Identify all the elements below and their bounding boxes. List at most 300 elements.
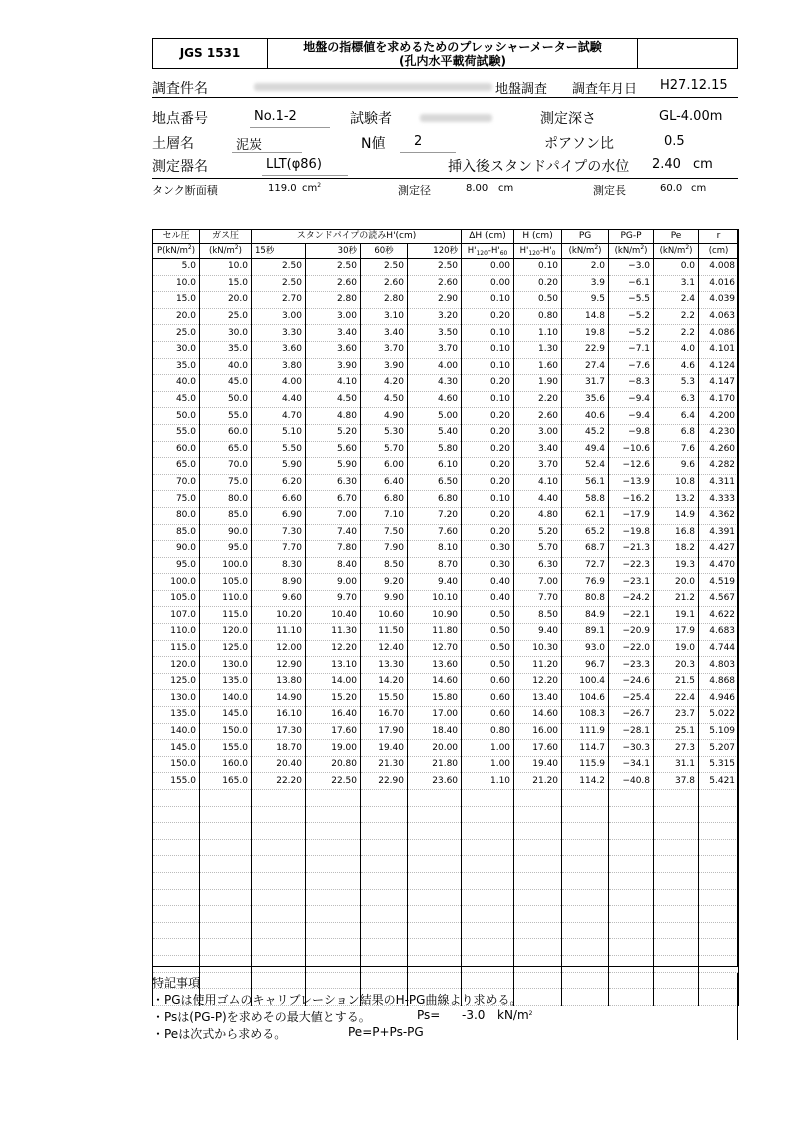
table-cell: −9.4 [609,391,654,408]
table-cell [609,872,654,889]
table-cell: 4.80 [306,408,361,425]
table-cell: 21.30 [361,756,408,773]
table-cell: 4.60 [408,391,462,408]
table-cell [562,955,609,972]
table-row [153,640,739,657]
device-underline [262,175,348,176]
table-cell: 1.30 [514,341,562,358]
tank-area-unit: $cm^2$ [302,182,322,194]
table-cell [654,806,699,823]
table-cell: 5.421 [699,773,739,790]
table-cell: 65.2 [562,524,609,541]
table-cell [654,889,699,906]
table-cell: 17.30 [252,723,306,740]
table-cell: 4.50 [361,391,408,408]
table-cell: 7.70 [514,590,562,607]
table-cell: 2.80 [361,292,408,309]
table-cell: 9.90 [361,590,408,607]
table-cell: 8.50 [514,607,562,624]
table-cell: 12.90 [252,657,306,674]
table-cell: 19.8 [562,325,609,342]
table-cell: 20.3 [654,657,699,674]
table-cell: 80.8 [562,590,609,607]
table-cell: 4.230 [699,424,739,441]
table-cell: 9.70 [306,590,361,607]
table-cell: 2.4 [654,292,699,309]
depth-label: 測定深さ [540,111,596,127]
table-row [153,458,739,475]
table-row [153,259,739,276]
table-cell [153,872,200,889]
table-cell: 55.0 [153,424,200,441]
table-cell [252,806,306,823]
survey-date-value: H27.12.15 [660,78,728,93]
table-cell: 3.30 [252,325,306,342]
table-cell: 5.70 [514,541,562,558]
table-cell: 9.40 [408,574,462,591]
table-cell: 140.0 [200,690,252,707]
table-cell: 0.50 [462,607,514,624]
table-cell: −30.3 [609,740,654,757]
table-cell: 21.2 [654,590,699,607]
table-cell [361,790,408,807]
table-cell [462,906,514,923]
table-cell: 0.20 [462,474,514,491]
table-cell: 19.40 [514,756,562,773]
divider-1 [152,97,738,98]
table-cell: 14.20 [361,673,408,690]
note-line-3: ・Peは次式から求める。 [152,1027,287,1041]
table-cell: 4.20 [361,375,408,392]
diameter-unit: cm [498,183,514,194]
table-cell: 0.80 [462,723,514,740]
table-cell: 4.0 [654,341,699,358]
table-row [153,773,739,790]
table-cell: 49.4 [562,441,609,458]
table-cell [562,872,609,889]
table-cell: 25.0 [153,325,200,342]
table-cell: 107.0 [153,607,200,624]
table-cell: 2.50 [252,275,306,292]
table-cell [306,955,361,972]
table-cell [462,856,514,873]
table-row [153,574,739,591]
table-cell: 0.20 [462,507,514,524]
table-cell: 6.80 [408,491,462,508]
unit-pg: $(kN/m^2)$ [562,244,609,259]
table-cell: 125.0 [200,640,252,657]
table-cell [252,790,306,807]
table-cell: 4.868 [699,673,739,690]
table-cell: 4.311 [699,474,739,491]
table-cell: 15.80 [408,690,462,707]
table-cell: 16.8 [654,524,699,541]
table-cell: 8.50 [361,557,408,574]
table-cell: 5.20 [514,524,562,541]
table-cell: 4.470 [699,557,739,574]
table-cell: 135.0 [153,707,200,724]
table-row-empty [153,922,739,939]
table-cell [462,872,514,889]
table-cell [699,939,739,956]
poisson-value: 0.5 [664,134,685,149]
table-cell: 1.60 [514,358,562,375]
table-cell: 130.0 [153,690,200,707]
ps-unit: $kN/m^2$ [497,1008,533,1022]
table-cell: 20.0 [654,574,699,591]
table-cell: −9.8 [609,424,654,441]
table-cell: 0.50 [514,292,562,309]
table-cell: 16.40 [306,707,361,724]
table-cell: 9.60 [252,590,306,607]
table-row [153,341,739,358]
table-cell [514,922,562,939]
table-cell: 125.0 [153,673,200,690]
title-line-2: (孔内水平載荷試験) [399,54,506,68]
table-cell [306,790,361,807]
table-cell: 7.50 [361,524,408,541]
table-cell: 12.70 [408,640,462,657]
table-cell: 18.40 [408,723,462,740]
table-cell: 111.9 [562,723,609,740]
header-row-2 [153,244,739,259]
table-cell: 120.0 [153,657,200,674]
table-cell [654,872,699,889]
table-cell: 17.90 [361,723,408,740]
table-cell: 0.20 [462,308,514,325]
table-cell: 2.70 [252,292,306,309]
table-cell: 5.20 [306,424,361,441]
table-cell [361,922,408,939]
table-cell: 9.5 [562,292,609,309]
table-cell [514,856,562,873]
col-15s: 15秒 [252,244,306,259]
table-cell: −23.1 [609,574,654,591]
table-row [153,391,739,408]
table-cell: 4.00 [408,358,462,375]
table-row-empty [153,839,739,856]
table-cell: 4.362 [699,507,739,524]
table-cell [462,955,514,972]
table-cell: 35.0 [200,341,252,358]
tank-area-value: 119.0 [268,183,297,194]
table-cell: 4.10 [514,474,562,491]
point-no-label: 地点番号 [152,111,208,127]
unit-pg-p: $(kN/m^2)$ [609,244,654,259]
table-cell: −12.6 [609,458,654,475]
table-cell: 7.70 [252,541,306,558]
table-row [153,524,739,541]
table-cell: 20.40 [252,756,306,773]
table-cell [562,839,609,856]
table-cell [408,906,462,923]
table-cell: 7.30 [252,524,306,541]
table-row [153,557,739,574]
table-cell [654,823,699,840]
table-cell: 56.1 [562,474,609,491]
table-cell [361,872,408,889]
table-cell: 4.333 [699,491,739,508]
col-gas-pressure: ガス圧 [200,229,252,244]
table-row [153,657,739,674]
table-row-empty [153,955,739,972]
table-cell: 95.0 [153,557,200,574]
table-cell: 12.20 [514,673,562,690]
table-cell: 19.3 [654,557,699,574]
table-cell: 10.30 [514,640,562,657]
table-row [153,408,739,425]
table-cell [699,839,739,856]
table-row [153,358,739,375]
table-cell: 5.00 [408,408,462,425]
table-cell: 4.30 [408,375,462,392]
table-cell: 2.60 [408,275,462,292]
table-cell: 17.9 [654,624,699,641]
table-cell: 6.50 [408,474,462,491]
unit-cell-pressure: $P(kN/m^2)$ [153,244,200,259]
table-cell: 14.60 [514,707,562,724]
table-row [153,590,739,607]
table-cell: 4.744 [699,640,739,657]
table-cell: 145.0 [200,707,252,724]
point-no-value: No.1-2 [254,109,297,124]
table-row-empty [153,790,739,807]
table-cell: 3.90 [306,358,361,375]
table-row [153,424,739,441]
table-cell: 55.0 [200,408,252,425]
unit-r: (cm) [699,244,739,259]
table-cell: 10.10 [408,590,462,607]
table-cell: 11.50 [361,624,408,641]
table-cell: 13.30 [361,657,408,674]
table-cell: 4.567 [699,590,739,607]
depth-value: GL-4.00m [659,109,723,124]
table-cell: 96.7 [562,657,609,674]
table-cell: −21.3 [609,541,654,558]
table-cell: 5.90 [252,458,306,475]
table-cell: 70.0 [200,458,252,475]
table-cell: 3.70 [514,458,562,475]
table-cell [306,806,361,823]
table-cell: 0.60 [462,673,514,690]
table-cell: 17.00 [408,707,462,724]
table-cell [699,872,739,889]
table-cell: 5.10 [252,424,306,441]
table-cell: −5.2 [609,308,654,325]
table-cell: 10.8 [654,474,699,491]
table-cell: 3.10 [361,308,408,325]
table-cell: 45.0 [200,375,252,392]
table-cell: 31.7 [562,375,609,392]
table-cell [153,906,200,923]
table-cell: 4.6 [654,358,699,375]
table-cell: 108.3 [562,707,609,724]
table-cell: 4.427 [699,541,739,558]
table-cell: 130.0 [200,657,252,674]
table-cell: 10.40 [306,607,361,624]
table-cell: 6.4 [654,408,699,425]
table-cell: 4.282 [699,458,739,475]
water-level-unit: cm [693,157,713,172]
col-pg-p: PG-P [609,229,654,244]
table-cell: 0.00 [462,275,514,292]
table-cell: 4.90 [361,408,408,425]
table-cell: 3.90 [361,358,408,375]
table-cell: 5.0 [153,259,200,276]
table-cell: 3.00 [514,424,562,441]
table-cell: 2.2 [654,308,699,325]
table-cell: 95.0 [200,541,252,558]
table-cell: 21.5 [654,673,699,690]
survey-name-label: 調査件名 [152,81,208,97]
table-cell: 8.10 [408,541,462,558]
table-cell: 135.0 [200,673,252,690]
soil-label: 土層名 [152,136,194,152]
table-cell: 114.2 [562,773,609,790]
table-cell: 45.0 [153,391,200,408]
table-cell: 140.0 [153,723,200,740]
table-cell: 1.10 [462,773,514,790]
table-cell [252,922,306,939]
table-cell: 4.086 [699,325,739,342]
table-cell: 155.0 [200,740,252,757]
table-cell: 2.50 [408,259,462,276]
table-cell: 50.0 [200,391,252,408]
table-cell [361,939,408,956]
table-cell [361,856,408,873]
table-cell [153,790,200,807]
table-cell: 31.1 [654,756,699,773]
table-cell [200,889,252,906]
col-120s: 120秒 [408,244,462,259]
diameter-label: 測定径 [398,184,431,197]
table-cell: 1.00 [462,740,514,757]
table-cell: 0.10 [462,358,514,375]
table-cell: 1.10 [514,325,562,342]
table-cell: 3.70 [408,341,462,358]
table-cell: 18.2 [654,541,699,558]
table-cell [609,823,654,840]
table-cell: 115.9 [562,756,609,773]
table-cell: 2.20 [514,391,562,408]
table-cell: −22.0 [609,640,654,657]
soil-underline [232,152,302,153]
table-row [153,707,739,724]
table-cell: 150.0 [153,756,200,773]
table-cell: 62.1 [562,507,609,524]
col-cell-pressure: セル圧 [153,229,200,244]
table-cell: 0.60 [462,707,514,724]
table-cell: 40.0 [153,375,200,392]
table-cell: 75.0 [153,491,200,508]
table-cell: 4.016 [699,275,739,292]
table-cell: 16.00 [514,723,562,740]
pe-formula: Pe=P+Ps-PG [348,1025,424,1039]
table-cell: −23.3 [609,657,654,674]
table-cell: 9.00 [306,574,361,591]
table-cell: 6.20 [252,474,306,491]
note-line-1: ・PGは使用ゴムのキャリブレーション結果のH-PG曲線より求める。 [152,993,522,1007]
table-cell: −25.4 [609,690,654,707]
table-cell [609,955,654,972]
table-cell: 8.90 [252,574,306,591]
table-cell [306,823,361,840]
table-cell [514,839,562,856]
table-cell: 3.20 [408,308,462,325]
table-cell: 19.00 [306,740,361,757]
table-cell: 105.0 [200,574,252,591]
table-cell: 25.1 [654,723,699,740]
unit-h: $H'_{120}-H'_0$ [514,244,562,259]
col-pg: PG [562,229,609,244]
table-cell: 20.80 [306,756,361,773]
table-row-empty [153,939,739,956]
table-cell [200,806,252,823]
table-cell: 7.40 [306,524,361,541]
table-cell: 6.00 [361,458,408,475]
table-cell: 14.9 [654,507,699,524]
table-cell: 14.8 [562,308,609,325]
table-cell: 110.0 [200,590,252,607]
table-cell [306,856,361,873]
table-cell [306,939,361,956]
table-cell [514,955,562,972]
table-cell: 0.20 [462,524,514,541]
table-cell: 17.60 [306,723,361,740]
table-cell [200,823,252,840]
table-cell [654,922,699,939]
table-cell [408,839,462,856]
table-cell: 3.00 [252,308,306,325]
table-cell: 104.6 [562,690,609,707]
ps-label: Ps= [417,1008,441,1022]
table-cell: 0.00 [462,259,514,276]
table-cell: 11.30 [306,624,361,641]
table-cell [562,823,609,840]
document-title [268,39,638,68]
table-cell: 3.40 [361,325,408,342]
col-standpipe: スタンドパイプの読みH'(cm) [252,229,462,244]
n-value: 2 [414,134,423,149]
length-value: 60.0 [660,183,683,194]
table-cell [252,823,306,840]
table-cell: −20.9 [609,624,654,641]
table-cell: 72.7 [562,557,609,574]
table-cell: 20.00 [408,740,462,757]
table-cell: 3.80 [252,358,306,375]
table-cell: 20.0 [200,292,252,309]
table-cell: −6.1 [609,275,654,292]
table-cell: 2.50 [306,259,361,276]
table-cell: 17.60 [514,740,562,757]
table-cell: 60.0 [200,424,252,441]
table-cell: 5.207 [699,740,739,757]
table-cell: 13.2 [654,491,699,508]
table-cell [562,806,609,823]
table-cell [462,889,514,906]
table-cell: 6.30 [306,474,361,491]
table-cell: 4.039 [699,292,739,309]
table-cell: 3.1 [654,275,699,292]
table-cell [609,939,654,956]
table-row [153,624,739,641]
table-row [153,756,739,773]
table-cell: 2.60 [361,275,408,292]
table-cell: 22.90 [361,773,408,790]
table-cell [609,839,654,856]
table-cell: 4.622 [699,607,739,624]
table-cell: 0.60 [462,690,514,707]
